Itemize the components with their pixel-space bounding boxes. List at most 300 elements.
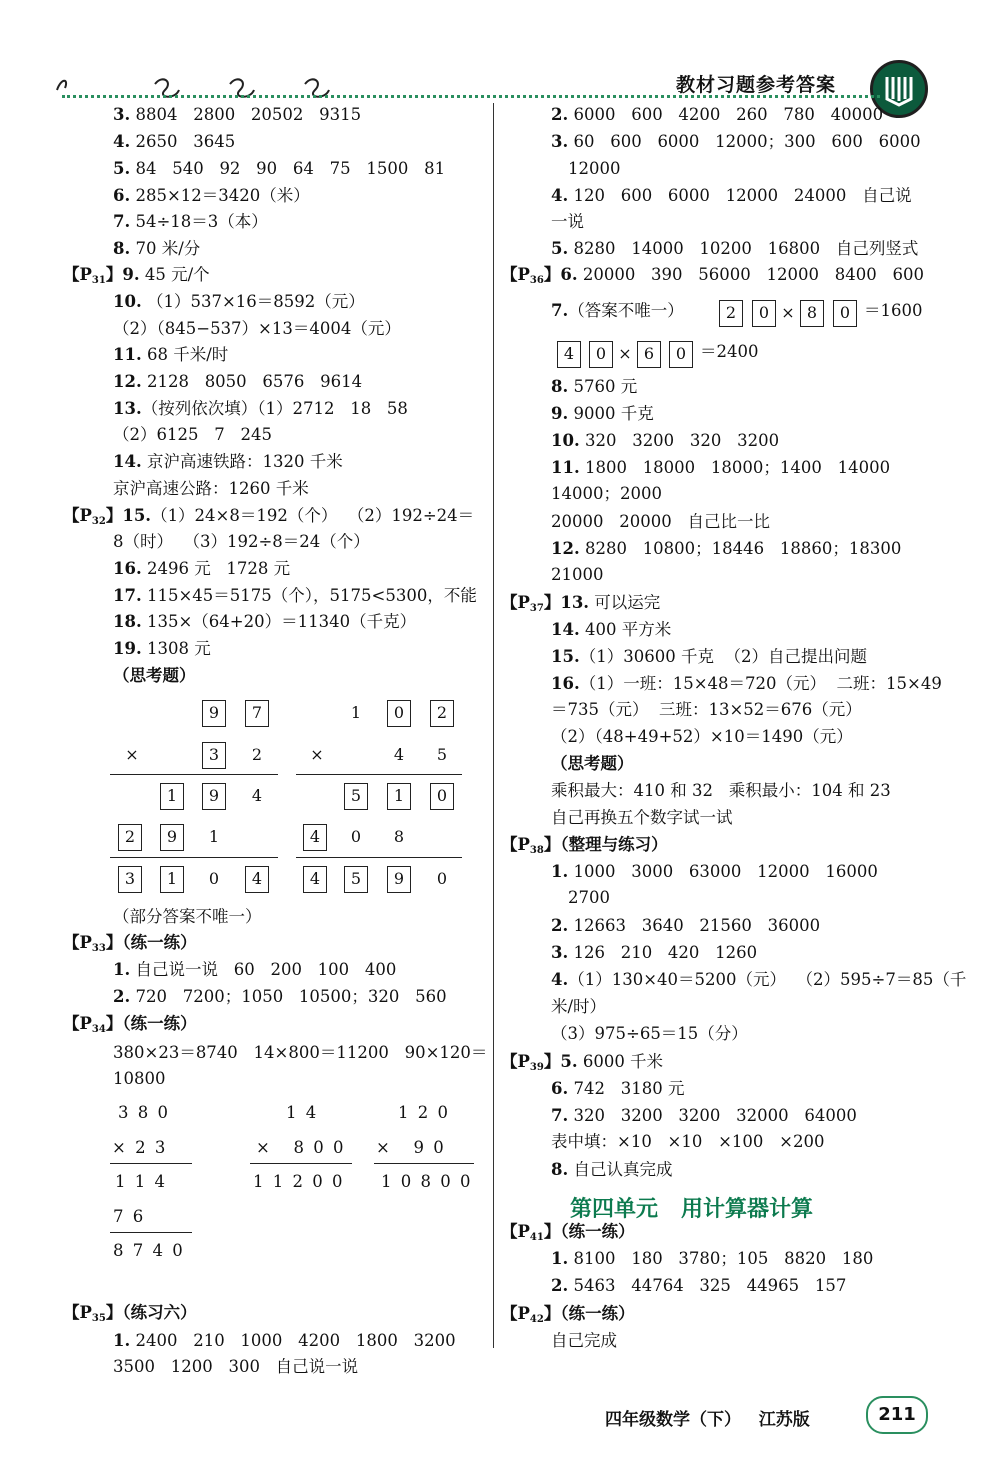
calc-rule [110, 774, 278, 775]
header-decoration [55, 70, 345, 104]
item-number: 7. [551, 301, 569, 320]
item-text: （按列依次填）（1）2712 18 58 [141, 399, 408, 418]
item-number: 18. [113, 612, 142, 631]
digit-box: 1 [387, 783, 411, 810]
page-marker-number: 33 [91, 943, 106, 954]
digit-box: 5 [344, 783, 368, 810]
digit-box: 7 [245, 700, 269, 727]
answer-line [113, 318, 401, 340]
item-number: 1. [113, 960, 131, 979]
item-number: 4. [551, 186, 569, 205]
digit: 4 [251, 786, 263, 805]
answer-line [63, 264, 210, 292]
page-marker-number: 42 [529, 1314, 544, 1325]
answer-line [113, 558, 290, 580]
item-number: 5. [113, 159, 131, 178]
item-text: 表中填：×10 ×10 ×100 ×200 [551, 1132, 825, 1151]
item-text: 126 210 420 1260 [568, 943, 758, 962]
digit: 8 [393, 827, 405, 846]
page-marker-bracket-close: 】 [543, 1052, 561, 1071]
item-number: 7. [551, 1106, 569, 1125]
item-number: 4. [551, 970, 569, 989]
answer-line [568, 158, 621, 180]
page-marker [63, 933, 122, 952]
answer-line [551, 1078, 684, 1100]
item-text: 12000 [568, 159, 621, 178]
item-text: （1）130×40＝5200（元） （2）595÷7＝85（千 [568, 970, 967, 989]
answer-line [551, 238, 918, 260]
page-marker-bracket-close: 】 [543, 1222, 561, 1241]
digit-box: 8 [800, 300, 824, 327]
answer-line [113, 131, 235, 153]
answer-line [551, 1248, 873, 1270]
answer-line [551, 726, 853, 748]
vertical-calc-row: 1 1 4 [115, 1172, 167, 1191]
item-text: 60 600 6000 12000；300 600 6000 [568, 132, 921, 151]
page-marker-bracket-open: 【P [63, 1303, 92, 1322]
page-marker-number: 37 [529, 603, 544, 614]
answer-line [551, 861, 878, 883]
digit-box: 0 [833, 300, 857, 327]
answer-line [551, 646, 867, 668]
item-text: 京沪高速公路：1260 千米 [113, 479, 309, 498]
vertical-calc-row: 1 1 2 0 0 [253, 1172, 345, 1191]
item-number: 4. [113, 132, 131, 151]
answer-line [113, 104, 361, 126]
page-marker [501, 265, 560, 284]
answer-line [551, 1159, 672, 1181]
item-number: 1. [551, 1249, 569, 1268]
page-marker-bracket-close: 】 [105, 933, 123, 952]
digit: 0 [208, 869, 220, 888]
answer-line [113, 1330, 456, 1352]
answer-line [551, 564, 604, 586]
answer-line [551, 1330, 617, 1352]
answer-line [63, 505, 474, 533]
item-text: 京沪高速铁路：1320 千米 [141, 452, 343, 471]
item-number: 14. [551, 620, 580, 639]
digit-box: 1 [160, 783, 184, 810]
item-number: 2. [113, 987, 131, 1006]
answer-line [113, 611, 416, 633]
item-number: 15. [551, 647, 580, 666]
answer-line [113, 1356, 358, 1378]
answer-line [551, 673, 942, 695]
answer-line [113, 585, 477, 607]
item-text: 8280 10800；18446 18860；18300 [579, 539, 902, 558]
answer-line [113, 158, 445, 180]
item-text: 乘积最大：410 和 32 乘积最小：104 和 23 [551, 781, 891, 800]
page-marker [501, 1304, 560, 1323]
digit-box: 5 [344, 866, 368, 893]
answer-line [551, 376, 637, 398]
calc-rule [110, 1232, 192, 1233]
page-number: 211 [866, 1396, 928, 1434]
answer-line [551, 807, 733, 829]
item-number: 6. [113, 186, 131, 205]
item-text: 115×45＝5175（个），5175<5300，不能 [141, 586, 477, 605]
item-text: 285×12＝3420（米） [130, 186, 310, 205]
item-number: （整理与练习） [560, 835, 668, 854]
answer-line [113, 906, 262, 928]
page-marker [501, 1222, 560, 1241]
item-text: ＝735（元） 三班：13×52＝676（元） [551, 700, 862, 719]
item-number: 6. [560, 265, 578, 284]
page-marker-number: 39 [529, 1062, 544, 1073]
page-marker-bracket-close: 】 [543, 835, 561, 854]
item-text: 84 540 92 90 64 75 1500 81 [130, 159, 446, 178]
item-number: （思考题） [551, 754, 634, 773]
item-number: 10. [551, 431, 580, 450]
item-number: 3. [551, 943, 569, 962]
item-text: 5463 44764 325 44965 157 [568, 1276, 847, 1295]
calc-rule [250, 1163, 352, 1164]
vertical-calc-row: 1 2 0 [398, 1103, 450, 1122]
answer-line [113, 531, 370, 553]
page-marker-bracket-open: 【P [63, 1014, 92, 1033]
vertical-calc-row: 1 0 8 0 0 [381, 1172, 473, 1191]
page-marker-bracket-open: 【P [63, 265, 92, 284]
answer-line [551, 538, 901, 560]
vertical-calc-row: 7 6 [113, 1207, 146, 1226]
page-marker-bracket-close: 】 [543, 1304, 561, 1323]
item-number: 12. [551, 539, 580, 558]
item-number: 9. [551, 404, 569, 423]
answer-line [551, 300, 684, 322]
digit-box: 0 [387, 700, 411, 727]
page-marker-number: 31 [91, 275, 106, 286]
answer-line [551, 1131, 824, 1153]
item-text: （1）24×8＝192（个） （2）192÷24＝ [151, 506, 475, 525]
digit: 0 [350, 827, 362, 846]
item-text: 8804 2800 20502 9315 [130, 105, 362, 124]
item-number: 8. [551, 377, 569, 396]
vertical-calc-row: × 9 0 [376, 1138, 446, 1157]
item-number: 10. [113, 292, 142, 311]
header-title: 教材习题参考答案 [676, 74, 837, 96]
item-number: 13. [560, 593, 590, 612]
digit-box: 9 [387, 866, 411, 893]
vertical-calc-row: × 2 3 [112, 1138, 168, 1157]
item-text: 54÷18＝3（本） [130, 212, 268, 231]
answer-line [113, 1068, 166, 1090]
item-number: 17. [113, 586, 142, 605]
item-text: 8100 180 3780；105 8820 180 [568, 1249, 874, 1268]
page-marker [63, 1014, 122, 1033]
page-marker-number: 38 [529, 845, 544, 856]
item-number: 13. [113, 399, 142, 418]
item-number: 11. [113, 345, 142, 364]
item-text: 5760 元 [568, 377, 638, 396]
answer-line [551, 780, 891, 802]
page-marker-bracket-close: 】 [105, 506, 123, 525]
item-text: 自己认真完成 [568, 1160, 673, 1179]
item-number: 5. [560, 1052, 578, 1071]
item-text: （2）（845−537）×13＝4004（元） [113, 319, 401, 338]
item-text: （答案不唯一） [568, 301, 684, 320]
answer-line [551, 185, 912, 207]
item-text: 3500 1200 300 自己说一说 [113, 1357, 359, 1376]
answer-line [551, 915, 820, 937]
item-text: 120 600 6000 12000 24000 自己说 [568, 186, 912, 205]
answer-line [113, 185, 310, 207]
item-text: 一说 [551, 212, 584, 231]
digit-box: 4 [557, 341, 581, 368]
item-number: 2. [551, 105, 569, 124]
page-marker-number: 35 [91, 1313, 106, 1324]
item-number: 16. [113, 559, 142, 578]
digit-box: 6 [637, 341, 661, 368]
answer-line [113, 398, 408, 420]
page-marker [501, 1052, 560, 1071]
answer-line [501, 1051, 663, 1079]
item-text: 6000 600 4200 260 780 40000 [568, 105, 884, 124]
digit-box: 9 [202, 783, 226, 810]
item-text: （3）975÷65＝15（分） [551, 1024, 748, 1043]
page-marker-bracket-open: 【P [501, 835, 530, 854]
answer-line [63, 1302, 197, 1330]
digit: × [781, 303, 795, 322]
item-text: 1800 18000 18000；1400 14000 [579, 458, 891, 477]
item-text: 2496 元 1728 元 [141, 559, 291, 578]
page-marker-number: 32 [91, 516, 106, 527]
answer-line [551, 1275, 846, 1297]
item-number: 8. [551, 1160, 569, 1179]
item-text: 2400 210 1000 4200 1800 3200 [130, 1331, 456, 1350]
header-dotted-rule [62, 95, 880, 98]
item-number: （练一练） [122, 1014, 197, 1033]
item-text: 自己完成 [551, 1331, 617, 1350]
answer-line [113, 478, 309, 500]
answer-line [551, 457, 890, 479]
page-marker-bracket-close: 】 [105, 1014, 123, 1033]
digit-box: 9 [202, 700, 226, 727]
answer-line [551, 969, 966, 991]
footer-book-title: 四年级数学（下） 江苏版 [605, 1410, 810, 1430]
item-text: 720 7200；1050 10500；320 560 [130, 987, 447, 1006]
answer-line [568, 887, 610, 909]
item-text: 68 千米/时 [141, 345, 229, 364]
item-number: 2. [551, 916, 569, 935]
item-number: 7. [113, 212, 131, 231]
answer-line [551, 942, 757, 964]
digit-box: 0 [669, 341, 693, 368]
vertical-calc-row: 3 8 0 [118, 1103, 170, 1122]
item-number: （练习六） [122, 1303, 197, 1322]
item-text: 742 3180 元 [568, 1079, 685, 1098]
answer-line [551, 699, 862, 721]
page-marker-number: 36 [529, 275, 544, 286]
item-text: 20000 390 56000 12000 8400 600 [577, 265, 924, 284]
item-number: 2. [551, 1276, 569, 1295]
item-number: 12. [113, 372, 142, 391]
item-text: 自己说一说 60 200 100 400 [130, 960, 397, 979]
item-number: 5. [551, 239, 569, 258]
item-number: （思考题） [113, 666, 196, 685]
page-marker-bracket-close: 】 [543, 593, 561, 612]
answer-line [551, 211, 584, 233]
page-marker-bracket-open: 【P [63, 506, 92, 525]
calc-rule [110, 1163, 192, 1164]
item-text: 320 3200 320 3200 [579, 431, 780, 450]
answer-line [113, 291, 365, 313]
item-text: （1）30600 千克 （2）自己提出问题 [579, 647, 867, 666]
page-marker-number: 34 [91, 1024, 106, 1035]
page-marker [63, 265, 122, 284]
digit-box: 4 [303, 866, 327, 893]
item-number: （练一练） [560, 1222, 635, 1241]
answer-line [113, 451, 343, 473]
page-marker-bracket-open: 【P [501, 593, 530, 612]
item-text: 380×23＝8740 14×800＝11200 90×120＝ [113, 1043, 488, 1062]
section-title: 第四单元 用计算器计算 [570, 1197, 813, 1222]
answer-line [501, 834, 668, 862]
calc-rule [374, 1163, 474, 1164]
item-text: 45 元/个 [139, 265, 210, 284]
item-text: 9000 千克 [568, 404, 654, 423]
answer-line [63, 932, 197, 960]
digit-box: 0 [752, 300, 776, 327]
answer-line [113, 344, 228, 366]
answer-line [551, 104, 883, 126]
item-text: 2650 3645 [130, 132, 236, 151]
item-text: （2）6125 7 245 [113, 425, 272, 444]
page-marker-number: 41 [529, 1232, 544, 1243]
item-text: 1308 元 [141, 639, 211, 658]
item-text: 1000 3000 63000 12000 16000 [568, 862, 878, 881]
answer-line [551, 483, 662, 505]
item-number: 16. [551, 674, 580, 693]
page-marker-bracket-open: 【P [501, 1052, 530, 1071]
answer-line [113, 238, 200, 260]
digit: 1 [350, 703, 362, 722]
vertical-calc-row: × 8 0 0 [256, 1138, 346, 1157]
item-number: 3. [551, 132, 569, 151]
calc-rule [296, 857, 462, 858]
digit: 0 [436, 869, 448, 888]
item-number: 1. [551, 862, 569, 881]
answer-line [113, 665, 196, 687]
answer-line [551, 511, 770, 533]
digit-box: 1 [160, 866, 184, 893]
digit-box: 3 [118, 866, 142, 893]
item-number: 9. [122, 265, 140, 284]
digit-box: 2 [118, 824, 142, 851]
item-number: 8. [113, 239, 131, 258]
item-text: 可以运完 [589, 593, 661, 612]
item-text: 21000 [551, 565, 604, 584]
item-text: 8280 14000 10200 16800 自己列竖式 [568, 239, 919, 258]
digit: × [310, 745, 324, 764]
item-number: 19. [113, 639, 142, 658]
calc-rule [110, 857, 278, 858]
answer-line [501, 592, 660, 620]
vertical-calc-row: 8 7 4 0 [113, 1241, 185, 1260]
page-marker-bracket-close: 】 [105, 1303, 123, 1322]
item-text: 6000 千米 [577, 1052, 664, 1071]
vertical-calc-row: 1 4 [286, 1103, 319, 1122]
item-text: （1）537×16＝8592（元） [141, 292, 365, 311]
item-number: 3. [113, 105, 131, 124]
digit: 2 [251, 745, 263, 764]
item-text: 20000 20000 自己比一比 [551, 512, 770, 531]
item-text: 135×（64+20）＝11340（千克） [141, 612, 417, 631]
page-marker [63, 1303, 122, 1322]
page-marker [63, 506, 122, 525]
digit-box: 0 [589, 341, 613, 368]
item-text: （1）一班：15×48＝720（元） 二班：15×49 [579, 674, 942, 693]
item-text: 400 平方米 [579, 620, 672, 639]
item-text: 70 米/分 [130, 239, 201, 258]
digit-box: 2 [430, 700, 454, 727]
page-marker-bracket-close: 】 [105, 265, 123, 284]
digit-box: 9 [160, 824, 184, 851]
item-text: 320 3200 3200 32000 64000 [568, 1106, 857, 1125]
answer-line [113, 986, 447, 1008]
page-marker-bracket-close: 】 [543, 265, 561, 284]
calc-rule [296, 774, 462, 775]
page-marker-bracket-open: 【P [501, 265, 530, 284]
digit: × [125, 745, 139, 764]
answer-line [63, 1013, 197, 1041]
answer-line [551, 996, 606, 1018]
answer-line [501, 1221, 635, 1249]
page-marker-bracket-open: 【P [501, 1222, 530, 1241]
answer-line [551, 430, 779, 452]
page-marker-bracket-open: 【P [501, 1304, 530, 1323]
answer-line [113, 371, 362, 393]
item-text: 12663 3640 21560 36000 [568, 916, 821, 935]
item-text: 2128 8050 6576 9614 [141, 372, 363, 391]
item-number: 1. [113, 1331, 131, 1350]
digit: 1 [208, 827, 220, 846]
item-text: 2700 [568, 888, 610, 907]
item-text: 14000；2000 [551, 484, 662, 503]
digit-box: 2 [719, 300, 743, 327]
item-text: 10800 [113, 1069, 166, 1088]
item-number: 14. [113, 452, 142, 471]
page-marker [501, 835, 560, 854]
answer-line [113, 959, 396, 981]
equation-result: ＝1600 [864, 301, 923, 320]
digit: × [618, 344, 632, 363]
item-number: 11. [551, 458, 580, 477]
answer-line [113, 424, 272, 446]
item-text: 自己再换五个数字试一试 [551, 808, 733, 827]
item-number: 15. [122, 506, 152, 525]
answer-line [551, 753, 634, 775]
item-number: 6. [551, 1079, 569, 1098]
item-number: （练一练） [122, 933, 197, 952]
digit-box: 4 [303, 824, 327, 851]
digit: 4 [393, 745, 405, 764]
item-text: 米/时） [551, 997, 607, 1016]
equation-result: ＝2400 [700, 342, 759, 361]
answer-line [551, 403, 654, 425]
digit: 5 [436, 745, 448, 764]
answer-line [551, 131, 921, 153]
item-text: （部分答案不唯一） [113, 907, 262, 926]
item-text: 8（时） （3）192÷8＝24（个） [113, 532, 370, 551]
answer-line [551, 619, 671, 641]
digit-box: 4 [245, 866, 269, 893]
page-marker [501, 593, 560, 612]
answer-line [501, 1303, 635, 1331]
answer-line [501, 264, 924, 292]
answer-line [113, 1042, 487, 1064]
item-number: （练一练） [560, 1304, 635, 1323]
column-divider [493, 103, 494, 1348]
